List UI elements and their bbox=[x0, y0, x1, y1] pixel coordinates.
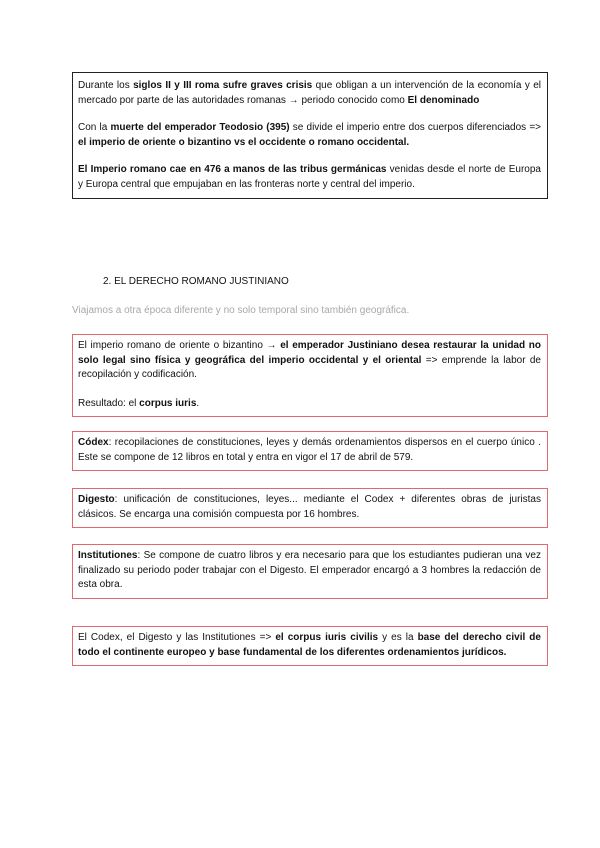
text: que obligan a un intervención de la economía y el mercado por parte de las autoridades romanas → periodo conocido como bbox=[78, 80, 541, 106]
text: Resultado: el bbox=[78, 397, 140, 409]
section-heading: 2. EL DERECHO ROMANO JUSTINIANO bbox=[103, 276, 289, 287]
note-box-justiniano bbox=[72, 334, 548, 417]
paragraph-teodosio bbox=[78, 121, 541, 150]
paragraph-crisis bbox=[78, 79, 541, 108]
note-box-codex bbox=[72, 431, 548, 471]
paragraph-digesto bbox=[78, 493, 541, 522]
text: El imperio romano de oriente o bizantino → bbox=[78, 340, 281, 351]
bold-text: El denominado bbox=[407, 94, 480, 106]
text: Con la bbox=[78, 122, 111, 133]
text: : Se compone de cuatro libros y era necesario para que los estudiantes pudieran una vez finalizado su periodo poder trabajar con el Digesto. El emperador encargó a 3 hombres la redacción de esta obra. bbox=[78, 550, 541, 590]
bold-text: siglos II y III roma sufre graves crisis bbox=[133, 80, 313, 91]
bold-text: Códex bbox=[78, 437, 109, 448]
bold-text: base del derecho civil de todo el continente europeo y base fundamental de los diferentes ordenamientos jurídicos. bbox=[78, 632, 541, 658]
text: se divide el imperio entre dos cuerpos diferenciados => bbox=[289, 122, 541, 133]
paragraph-institutiones bbox=[78, 549, 541, 593]
text: Durante los bbox=[78, 80, 134, 91]
bold-text: Institutiones bbox=[78, 550, 138, 561]
paragraph-caida-imperio bbox=[78, 163, 541, 192]
section-intro: Viajamos a otra época diferente y no solo temporal sino también geográfica. bbox=[72, 305, 410, 316]
note-box-institutiones bbox=[72, 544, 548, 599]
bold-text: el corpus iuris civilis bbox=[275, 632, 379, 643]
summary-box-crisis bbox=[72, 72, 548, 199]
text: venidas desde el norte de Europa y Europa central que empujaban en las fronteras norte y central del imperio. bbox=[78, 164, 541, 190]
paragraph-corpus-iuris-civilis bbox=[78, 631, 541, 660]
bold-text: Digesto bbox=[78, 494, 115, 505]
note-box-digesto bbox=[72, 488, 548, 528]
bold-text: corpus iuris bbox=[139, 397, 197, 409]
text: El Codex, el Digesto y las Institutiones => bbox=[78, 632, 276, 643]
paragraph-justiniano bbox=[78, 339, 541, 383]
bold-text: el imperio de oriente o bizantino vs el occidente o romano occidental. bbox=[78, 136, 410, 148]
paragraph-resultado bbox=[78, 397, 541, 412]
bold-text: El Imperio romano cae en 476 a manos de las tribus germánicas bbox=[78, 164, 387, 175]
note-box-corpus-iuris-civilis bbox=[72, 626, 548, 666]
text: . bbox=[196, 397, 200, 409]
bold-text: el emperador Justiniano desea restaurar la unidad no solo legal sino física y geográfica del imperio occidental y el oriental bbox=[78, 340, 541, 366]
bold-text: muerte del emperador Teodosio (395) bbox=[110, 122, 290, 133]
text: : unificación de constituciones, leyes... mediante el Codex + diferentes obras de juristas clásicos. Se encarga una comisión compuesta por 16 hombres. bbox=[78, 494, 541, 520]
text: y es la bbox=[378, 632, 418, 643]
paragraph-codex bbox=[78, 436, 541, 465]
text: : recopilaciones de constituciones, leyes y demás ordenamientos dispersos en el cuerpo único . Este se compone de 12 libros en total y entra en vigor el 17 de abril de 579. bbox=[78, 437, 541, 463]
text: => emprende la labor de recopilación y codificación. bbox=[78, 354, 541, 380]
